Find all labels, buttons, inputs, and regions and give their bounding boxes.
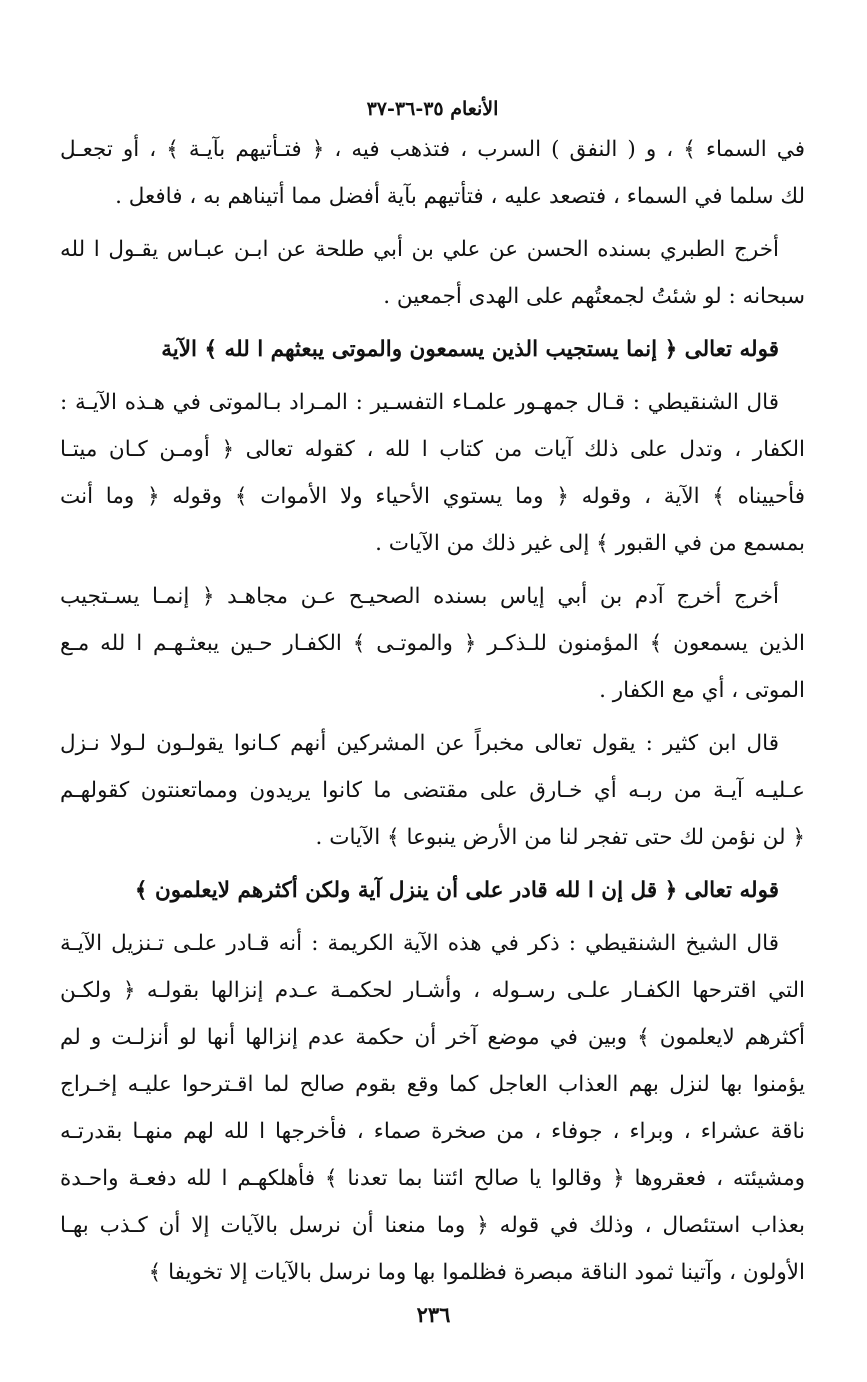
body-line: ناقة عشراء ، وبراء ، جوفاء ، من صخرة صماء ، فأخرجها ا لله لهم منهـا بقدرتـه [60, 1119, 805, 1144]
body-line: أكثرهم لايعلمون ﴾ وبين في موضع آخر أن حكمة عدم إنزالها أنها لو أنزلـت و لم [60, 1025, 805, 1050]
body-line: التي اقترحها الكفـار علـى رسـوله ، وأشـار لحكمـة عـدم إنزالها بقولـه ﴿ ولكـن [60, 978, 805, 1003]
body-line: ومشيئته ، فعقروها ﴿ وقالوا يا صالح ائتنا بما تعدنا ﴾ فأهلكهـم ا لله دفعـة واحـدة [60, 1166, 805, 1191]
paragraph-last-line: الأولون ، وآتينا ثمود الناقة مبصرة فظلموا بها وما نرسل بالآيات إلا تخويفا ﴾ [148, 1260, 805, 1285]
paragraph-last-line: سبحانه : لو شئتُ لجمعتُهم على الهدى أجمعين . [383, 284, 805, 309]
paragraph-last-line: الموتى ، أي مع الكفار . [599, 678, 805, 703]
body-line: عـليـه آيـة من ربـه أي خـارق على مقتضى ما كانوا يريدون ومماتعنتون كقولهـم [60, 778, 805, 803]
body-line: يؤمنوا بها لنزل بهم العذاب العاجل كما وقع بقوم صالح لما اقـترحوا عليـه إخـراج [60, 1072, 805, 1097]
page-number: ٢٣٦ [416, 1302, 451, 1327]
paragraph-last-line: بمسمع من في القبور ﴾ إلى غير ذلك من الآيات . [375, 531, 805, 556]
body-line: فأحييناه ﴾ الآية ، وقوله ﴿ وما يستوي الأحياء ولا الأموات ﴾ وقوله ﴿ وما أنت [60, 484, 805, 509]
section-heading: قوله تعالى ﴿ قل إن ا لله قادر على أن ينزل آية ولكن أكثرهم لايعلمون ﴾ [134, 878, 779, 903]
body-line: الذين يسمعون ﴾ المؤمنون للـذكـر ﴿ والموتـى ﴾ الكفـار حـين يبعثـهـم ا لله مـع [60, 631, 805, 656]
section-heading: قوله تعالى ﴿ إنما يستجيب الذين يسمعون والموتى يبعثهم ا لله ﴾ الآية [161, 337, 779, 362]
paragraph-first-line: أخرج أخرج آدم بن أبي إياس بسنده الصحيـح عـن مجاهـد ﴿ إنمـا يسـتجيب [60, 584, 779, 609]
body-line: بعذاب استئصال ، وذلك في قوله ﴿ وما منعنا أن نرسل بالآيات إلا أن كـذب بهـا [60, 1213, 805, 1238]
body-line: في السماء ﴾ ، و ( النفق ) السرب ، فتذهب فيه ، ﴿ فتـأتيهم بآيـة ﴾ ، أو تجعـل [60, 137, 805, 162]
running-header: الأنعام ٣٥-٣٦-٣٧ [366, 98, 499, 120]
page-body [60, 126, 805, 1296]
paragraph-first-line: أخرج الطبري بسنده الحسن عن علي بن أبي طلحة عن ابـن عبـاس يقـول ا لله [60, 237, 779, 262]
paragraph-last-line: ﴿ لن نؤمن لك حتى تفجر لنا من الأرض ينبوعا ﴾ الآيات . [315, 825, 805, 850]
paragraph-first-line: قال الشيخ الشنقيطي : ذكر في هذه الآية الكريمة : أنه قـادر علـى تـنزيل الآيـة [60, 931, 779, 956]
book-page [60, 96, 805, 1326]
body-line: الكفار ، وتدل على ذلك آيات من كتاب ا لله ، كقوله تعالى ﴿ أومـن كـان ميتـا [60, 437, 805, 462]
paragraph-first-line: قال ابن كثير : يقول تعالى مخبراً عن المشركين أنهم كـانوا يقولـون لـولا نـزل [60, 731, 779, 756]
paragraph-first-line: قال الشنقيطي : قـال جمهـور علمـاء التفسـير : المـراد بـالموتى في هـذه الآيـة : [60, 390, 779, 415]
paragraph-last-line: لك سلما في السماء ، فتصعد عليه ، فتأتيهم بآية أفضل مما أتيناهم به ، فافعل . [115, 184, 805, 209]
